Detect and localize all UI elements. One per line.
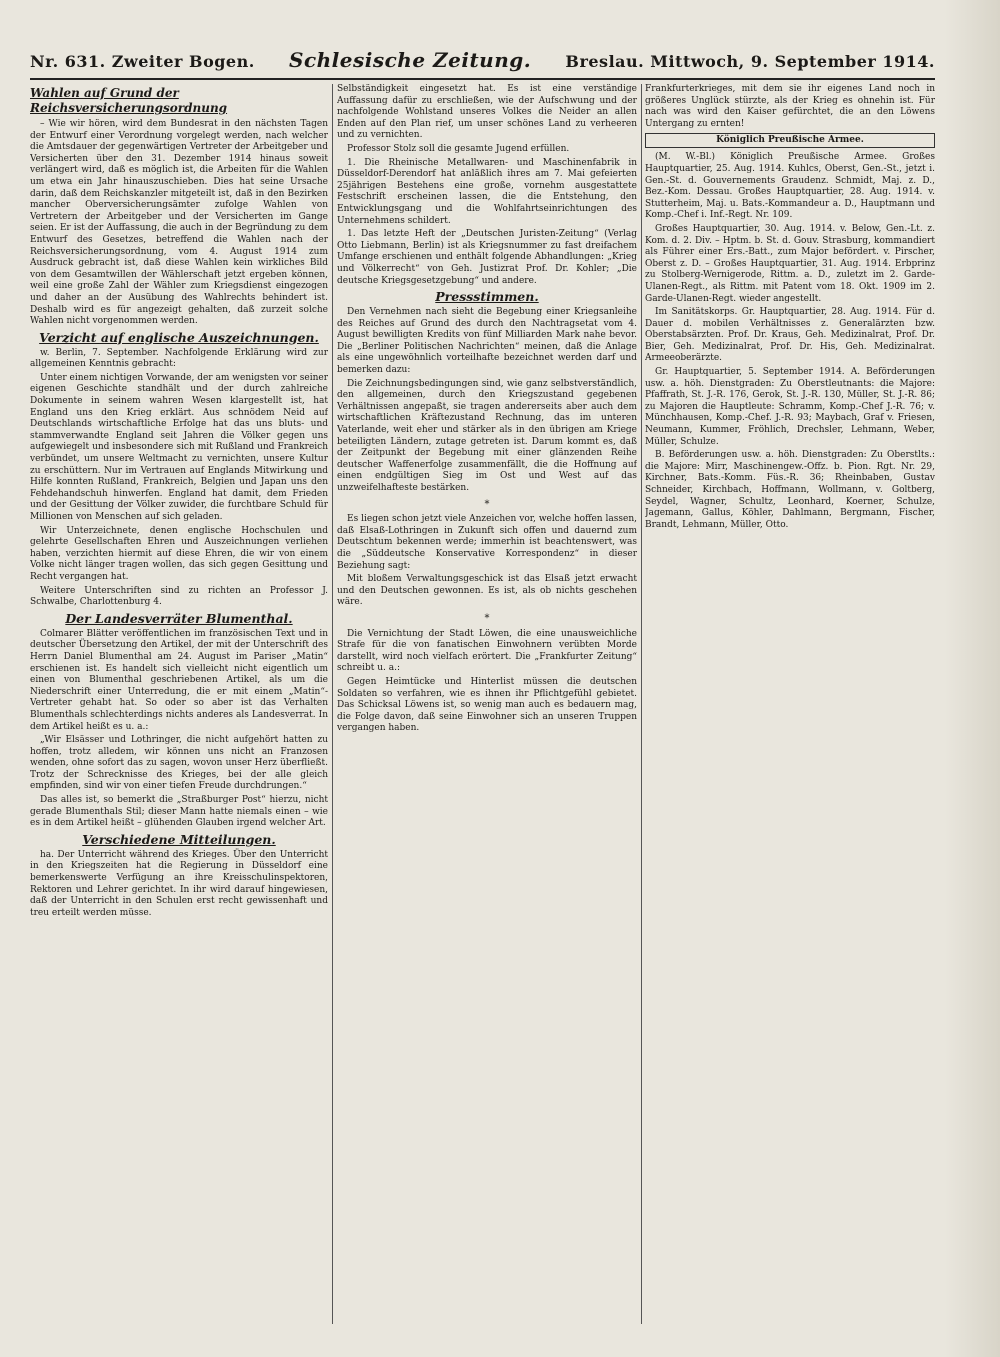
article-paragraph: Selbständigkeit eingesetzt hat. Es ist eine verständige Auffassung dafür zu erschließen, wie der Aufschwung und der nachfolgende Wohlstand unseres Volkes die Neider an allen Enden auf den Plan rief, um unser schönes Land zu verheeren und zu vernichten. — [337, 84, 637, 141]
article-paragraph: Im Sanitätskorps. Gr. Hauptquartier, 28. Aug. 1914. Für d. Dauer d. mobilen Verhältnisses z. Generalärzten bzw. Oberstabsärzten. Prof. Dr. Kraus, Geh. Medizinalrat, Prof. Dr. Bier, Geh. Medizinalrat, Prof. Dr. His, Geh. Medizinalrat. Armeeoberärzte. — [645, 307, 935, 364]
column-divider — [332, 84, 333, 1324]
article-paragraph: Es liegen schon jetzt viele Anzeichen vor, welche hoffen lassen, daß Elsaß-Lothringen in Zukunft sich offen und dauernd zum Deutschtum bekennen werde; immerhin ist beachtenswert, was die „Süddeutsche Konservative Korrespondenz“ in dieser Beziehung sagt: — [337, 514, 637, 571]
article-paragraph: Den Vernehmen nach sieht die Begebung einer Kriegsanleihe des Reiches auf Grund des durch den Nachtragsetat vom 4. August bewilligten Kredits von fünf Milliarden Mark nahe bevor. Die „Berliner Politischen Nachrichten“ meinen, daß die Anlage als eine ungewöhnlich vorteilhafte bezeichnet werden darf und bemerken dazu: — [337, 307, 637, 376]
column-1 — [30, 84, 328, 1324]
article-paragraph: Die Vernichtung der Stadt Löwen, die eine unausweichliche Strafe für die von fanatischen Einwohnern verübten Morde darstellt, wird noch vielfach erörtert. Die „Frankfurter Zeitung“ schreibt u. a.: — [337, 628, 637, 674]
article-paragraph: B. Beförderungen usw. a. höh. Dienstgraden: Zu Oberstlts.: die Majore: Mirr, Maschinengew.-Offz. b. Pion. Rgt. Nr. 29, Kirchner, Bats.-Komm. Füs.-R. 36; Rheinbaben, Gustav Schneider, Kirchbach, Hoffmann, Wollmann, v. Goltberg, Seydel, Wagner, Schultz, Leonhard, Koerner, Schulze, Jagemann, Gallus, Köhler, Dahlmann, Bergmann, Fischer, Brandt, Lehmann, Müller, Otto. — [645, 450, 935, 530]
masthead — [30, 48, 935, 74]
article-heading: Wahlen auf Grund der Reichsversicherungsordnung — [30, 86, 228, 115]
article-paragraph: Unter einem nichtigen Vorwande, der am wenigsten vor seiner eigenen Geschichte standhält und der durch zahlreiche Dokumente in seinem wahren Wesen klargestellt ist, hat England uns den Krieg erklärt. Aus schnödem Neid auf Deutschlands wirtschaftliche Erfolge hat das uns bluts- und stammverwandte England seit Jahren die Völker gegen uns aufgewiegelt und insbesondere sich mit Rußland und Frankreich verbündet, um unsere Weltmacht zu vernichten, unsere Kultur zu erschüttern. Nur im Vertrauen auf Englands Mitwirkung und Hilfe konnten Rußland, Frankreich, Belgien und Japan uns den Fehdehandschuh hinwerfen. England hat damit, dem Frieden und der Gesittung der Völker zuwider, die furchtbare Schuld für Millionen von Menschen auf sich geladen. — [30, 372, 328, 522]
article-paragraph: 1. Die Rheinische Metallwaren- und Maschinenfabrik in Düsseldorf-Derendorf hat anläßlich ihres am 7. Mai gefeierten 25jährigen Bestehens eine große, vornehm ausgestattete Festschrift erscheinen lassen, die die Entstehung, den Entwicklungsgang und die Wohlfahrtseinrichtungen des Unternehmens schildert. — [337, 157, 637, 226]
article-heading: Pressstimmen. — [435, 289, 539, 305]
article-heading: Verschiedene Mitteilungen. — [82, 831, 276, 847]
section-box-title: Königlich Preußische Armee. — [645, 133, 935, 148]
article-paragraph: Wir Unterzeichnete, denen englische Hochschulen und gelehrte Gesellschaften Ehren und Auszeichnungen verliehen haben, verzichten hiermit auf diese Ehren, die wir von einem Volke nicht länger tragen wollen, das sich gegen Gesittung und Recht vergangen hat. — [30, 525, 328, 582]
article-paragraph: Colmarer Blätter veröffentlichen im französischen Text und in deutscher Übersetzung den Artikel, der mit der Unterschrift des Herrn Daniel Blumenthal am 24. August im Pariser „Matin“ erschienen ist. Es handelt sich vielleicht nicht eigentlich um einen von Blumenthal geschriebenen Artikel, als um die Niederschrift einer Unterredung, die er mit einem „Matin“-Vertreter gehabt hat. So oder so aber ist das Verhalten Blumenthals schlechterdings nichts anderes als Landesverrat. In dem Artikel heißt es u. a.: — [30, 628, 328, 732]
column-3 — [645, 84, 935, 1324]
article-paragraph: Das alles ist, so bemerkt die „Straßburger Post“ hierzu, nicht gerade Blumenthals Stil; dieser Mann hatte niemals einen – wie es in dem Artikel heißt – glühenden Glauben irgend welcher Art. — [30, 795, 328, 829]
article-paragraph: – Wie wir hören, wird dem Bundesrat in den nächsten Tagen der Entwurf einer Verordnung vorgelegt werden, nach welcher die Amtsdauer der gegenwärtigen Vertreter der Arbeitgeber und Versicherten über den 31. Dezember 1914 hinaus soweit verlängert wird, daß es möglich ist, die Arbeiten für die Wahlen um etwa ein Jahr hinauszuschieben. Dies hat seine Ursache darin, daß dem Reichskanzler mitgeteilt ist, daß in den Bezirken mancher Oberversicherungsämter zufolge Wahlen von Vertretern der Arbeitgeber und der Versicherten im Gange seien. Er ist der Auffassung, die auch in der Begründung zu dem Entwurf des Gesetzes, betreffend die Wahlen nach der Reichsversicherungsordnung, vom 4. August 1914 zum Ausdruck gebracht ist, daß diese Wahlen kein wirkliches Bild von dem Gesamtwillen der Wählerschaft jetzt ergeben können, weil eine große Zahl der Wähler zum Kriegsdienst eingezogen und daher an der Ausübung des Wahlrechts behindert ist. Deshalb wird es für angezeigt gehalten, daß zurzeit solche Wahlen nicht vorgenommen werden. — [30, 119, 328, 327]
column-2 — [337, 84, 637, 1324]
article-paragraph: Frankfurterkrieges, mit dem sie ihr eigenes Land noch in größeres Unglück stürzte, als der Krieg es ohnehin ist. Für nach was wird den Kaiser gefürchtet, die an den Löwens Untergang zu ernten! — [645, 84, 935, 129]
newspaper-title: Schlesische Zeitung. — [289, 48, 532, 72]
section-separator: * — [484, 612, 490, 624]
section-separator: * — [484, 498, 490, 510]
issue-number: Nr. 631. Zweiter Bogen. — [30, 52, 255, 71]
dateline: Breslau. Mittwoch, 9. September 1914. — [565, 52, 935, 71]
article-paragraph: Großes Hauptquartier, 30. Aug. 1914. v. Below, Gen.-Lt. z. Kom. d. 2. Div. – Hptm. b. St. d. Gouv. Strasburg, kommandiert als Führer einer Ers.-Batt., zum Major befördert. v. Pirscher, Oberst z. D. – Großes Hauptquartier, 31. Aug. 1914. Erbprinz zu Stolberg-Wernigerode, Rittm. a. D., zuletzt im 2. Garde-Ulanen-Regt., als Rittm. mit Patent vom 18. Okt. 1909 im 2. Garde-Ulanen-Regt. wieder angestellt. — [645, 223, 935, 304]
article-paragraph: w. Berlin, 7. September. Nachfolgende Erklärung wird zur allgemeinen Kenntnis gebracht: — [30, 347, 328, 370]
article-heading: Verzicht auf englische Auszeichnungen. — [39, 329, 319, 345]
masthead-rule — [30, 78, 935, 80]
column-divider — [641, 84, 642, 1324]
article-heading: Der Landesverräter Blumenthal. — [65, 610, 293, 626]
article-paragraph: 1. Das letzte Heft der „Deutschen Juristen-Zeitung“ (Verlag Otto Liebmann, Berlin) ist als Kriegsnummer zu fast dreifachem Umfange erschienen und enthält folgende Abhandlungen: „Krieg und Völkerrecht“ von Geh. Justizrat Prof. Dr. Kohler; „Die deutsche Kriegsgesetzgebung“ und andere. — [337, 229, 637, 286]
article-paragraph: (M. W.-Bl.) Königlich Preußische Armee. Großes Hauptquartier, 25. Aug. 1914. Kuhlcs, Oberst, Gen.-St., jetzt i. Gen.-St. d. Gouvernements Graudenz. Schmidt, Maj. z. D., Bez.-Kom. Dessau. Großes Hauptquartier, 28. Aug. 1914. v. Stutterheim, Maj. u. Bats.-Kommandeur a. D., Hauptmann und Komp.-Chef i. Inf.-Regt. Nr. 109. — [645, 152, 935, 221]
article-paragraph: ha. Der Unterricht während des Krieges. Über den Unterricht in den Kriegszeiten hat die Regierung in Düsseldorf eine bemerkenswerte Verfügung an ihre Kreisschulinspektoren, Rektoren und Lehrer gerichtet. In ihr wird darauf hingewiesen, daß der Unterricht in den Schulen erst recht gewissenhaft und treu erteilt werden müsse. — [30, 849, 328, 918]
article-paragraph: „Wir Elsässer und Lothringer, die nicht aufgehört hatten zu hoffen, trotz alledem, wir können uns nicht an Franzosen wenden, ohne sofort das zu sagen, wovon unser Herz überfließt. Trotz der Schrecknisse des Krieges, bei der alle gleich empfinden, sind wir von einer tiefen Freude durchdrungen.“ — [30, 735, 328, 792]
article-paragraph: Mit bloßem Verwaltungsgeschick ist das Elsaß jetzt erwacht und den Deutschen gewonnen. Es ist, als ob nichts geschehen wäre. — [337, 574, 637, 608]
article-paragraph: Professor Stolz soll die gesamte Jugend erfüllen. — [347, 143, 570, 154]
article-paragraph: Gegen Heimtücke und Hinterlist müssen die deutschen Soldaten so verfahren, wie es ihnen ihr Pflichtgefühl gebietet. Das Schicksal Löwens ist, so wenig man auch es bedauern mag, die Folge davon, daß seine Einwohner sich an unseren Truppen vergangen haben. — [337, 676, 637, 734]
article-paragraph: Gr. Hauptquartier, 5. September 1914. A. Beförderungen usw. a. höh. Dienstgraden: Zu Oberstleutnants: die Majore: Pfaffrath, St. J.-R. 176, Gerok, St. J.-R. 130, Müller, St. J.-R. 86; zu Majoren die Hauptleute: Schramm, Komp.-Chef J.-R. 76; v. Münchhausen, Komp.-Chef. J.-R. 93; Maybach, Graf v. Friesen, Neumann, Kummer, Fröhlich, Drechsler, Lehmann, Weber, Müller, Schulze. — [645, 367, 935, 447]
article-paragraph: Die Zeichnungsbedingungen sind, wie ganz selbstverständlich, den allgemeinen, durch den Kriegszustand gegebenen Verhältnissen angepaßt, sie tragen andererseits aber auch dem wirtschaftlichen Kräftezustand Rechnung, das im unteren Vaterlande, weit eher und stärker als in den übrigen am Kriege beteiligten Ländern, zutage getreten ist. Darum kommt es, daß der Zeitpunkt der Begebung mit einer glänzenden Reihe deutscher Waffenerfolge zusammenfällt, die die Hoffnung auf einen endgültigen Sieg im Ost und West auf das unzweifelhafteste bestärken. — [337, 378, 637, 493]
page-edge — [945, 0, 1000, 1357]
article-paragraph: Weitere Unterschriften sind zu richten an Professor J. Schwalbe, Charlottenburg 4. — [30, 585, 328, 608]
